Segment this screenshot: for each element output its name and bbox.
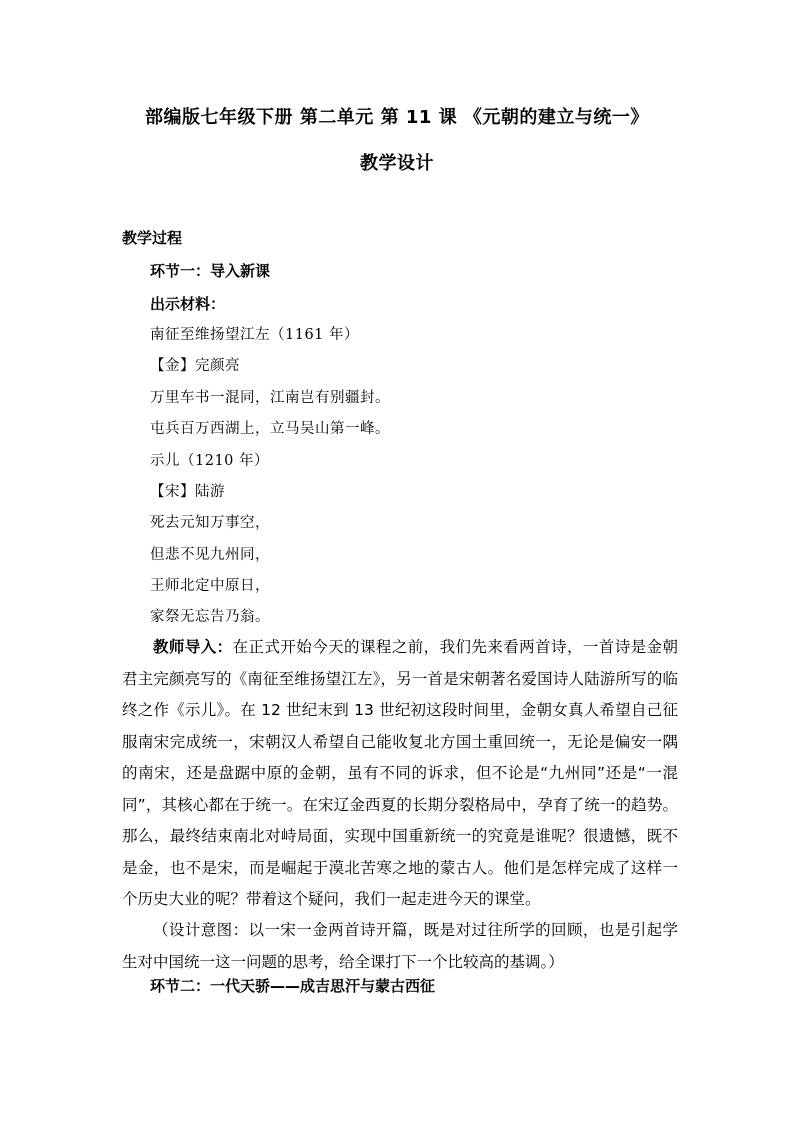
poem1-author: 【金】完颜亮	[150, 358, 240, 374]
teacher-intro-label: 教师导入：	[153, 638, 233, 656]
poem1-line: 万里车书一混同，江南岂有别疆封。	[150, 390, 390, 406]
teacher-intro-paragraph	[122, 632, 678, 916]
poem1-line: 屯兵百万西湖上，立马吴山第一峰。	[150, 421, 390, 437]
step2-heading: 环节二：一代天骄——成吉思汗与蒙古西征	[150, 977, 436, 995]
material-heading: 出示材料：	[150, 295, 226, 313]
poem2-line: 家祭无忘告乃翁。	[150, 609, 270, 625]
teacher-intro-text: 在正式开始今天的课程之前，我们先来看两首诗，一首诗是金朝君主完颜亮写的《南征至维扬望江左》，另一首是宋朝著名爱国诗人陆游所写的临终之作《示儿》。在 12 世纪末到 13 世纪初这段时间里，金朝女真人希望自己征服南宋完成统一，宋朝汉人希望自己能收复北方国土重回统一，无论是偏安一隅的南宋，还是盘踞中原的金朝，虽有不同的诉求，但不论是“九州同”还是“一混同”，其核心都在于统一。在宋辽金西夏的长期分裂格局中，孕育了统一的趋势。那么，最终结束南北对峙局面，实现中国重新统一的究竟是谁呢？很遗憾，既不是金，也不是宋，而是崛起于漠北苦寒之地的蒙古人。他们是怎样完成了这样一个历史大业的呢？带着这个疑问，我们一起走进今天的课堂。	[122, 638, 678, 908]
poem2-line: 王师北定中原日，	[150, 578, 270, 594]
poem2-title: 示儿（1210 年）	[150, 453, 270, 469]
poem2-line: 死去元知万事空，	[150, 515, 270, 531]
document-title: 部编版七年级下册 第二单元 第 11 课 《元朝的建立与统一》	[145, 107, 649, 128]
poem2-line: 但悲不见九州同，	[150, 547, 270, 563]
document-subtitle: 教学设计	[360, 153, 434, 174]
poem2-author: 【宋】陆游	[150, 484, 225, 500]
step1-heading: 环节一：导入新课	[150, 262, 271, 280]
design-intent-paragraph: （设计意图：以一宋一金两首诗开篇，既是对过往所学的回顾，也是引起学生对中国统一这一问题的思考，给全课打下一个比较高的基调。）	[122, 921, 678, 971]
poem1-title: 南征至维扬望江左（1161 年）	[150, 327, 360, 343]
section-heading: 教学过程	[122, 229, 183, 247]
